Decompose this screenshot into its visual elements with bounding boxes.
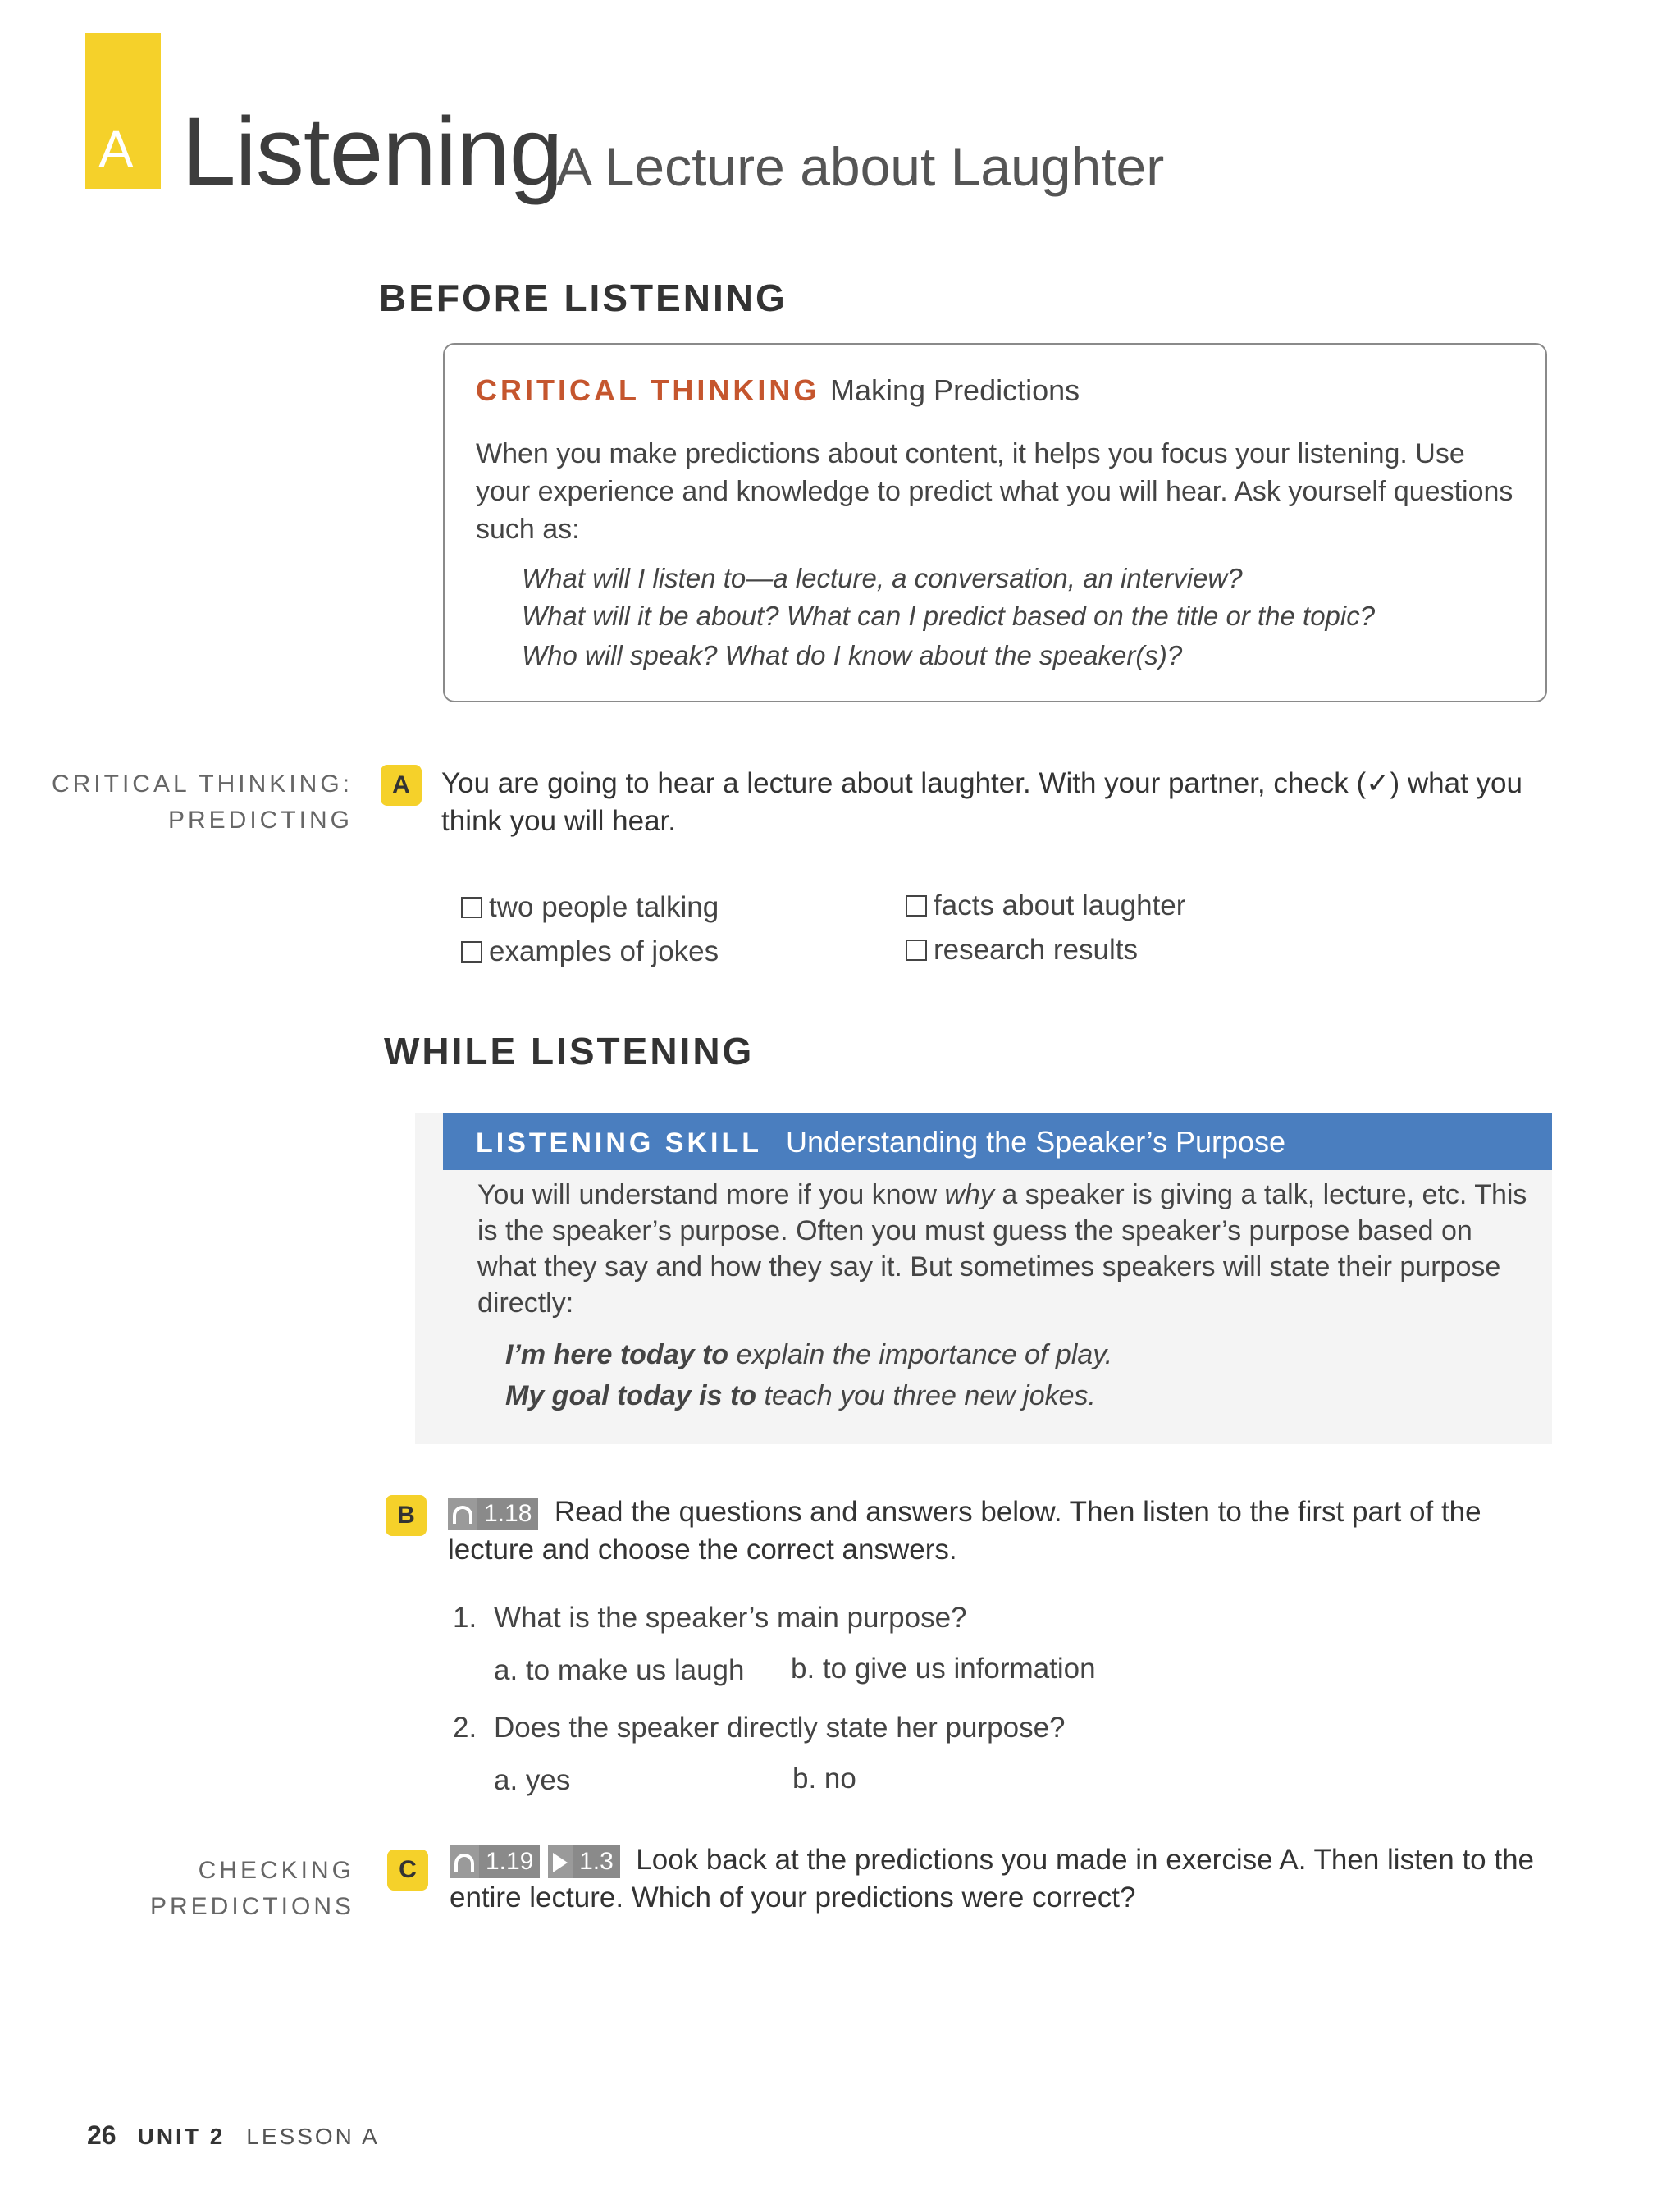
exercise-b-badge: B bbox=[386, 1495, 427, 1536]
example-lead: My goal today is to bbox=[505, 1380, 757, 1411]
option-examples-of-jokes[interactable] bbox=[461, 937, 719, 966]
margin-label-line: CHECKING bbox=[198, 1857, 354, 1884]
listening-skill-example bbox=[505, 1341, 1112, 1369]
body-text: a speaker is giving a talk, lecture, etc. This is the speaker’s purpose. Often you must guess the speaker’s purpose based on what they say and how they say it. But sometimes speakers will state their purpose directly: bbox=[477, 1179, 1527, 1319]
option-facts-about-laughter[interactable] bbox=[906, 891, 1185, 920]
listening-skill-label: LISTENING SKILL bbox=[476, 1127, 762, 1159]
example-rest: teach you three new jokes. bbox=[756, 1380, 1096, 1411]
footer-unit: UNIT 2 bbox=[137, 2124, 226, 2149]
audio-track-label: 1.18 bbox=[477, 1498, 538, 1530]
answer-option[interactable]: b. to give us information bbox=[791, 1653, 1096, 1685]
video-track-label: 1.3 bbox=[573, 1845, 620, 1878]
listening-skill-subtitle: Understanding the Speaker’s Purpose bbox=[786, 1125, 1286, 1159]
while-listening-heading: WHILE LISTENING bbox=[384, 1030, 755, 1072]
option-research-results[interactable] bbox=[906, 935, 1138, 964]
checkbox[interactable] bbox=[461, 941, 482, 963]
instruction-text: Look back at the predictions you made in exercise A. Then listen to the entire lecture. Which of your predictions were correct? bbox=[450, 1844, 1535, 1914]
margin-label-line: PREDICTIONS bbox=[149, 1893, 354, 1920]
option-label: two people talking bbox=[489, 891, 719, 923]
critical-thinking-body: When you make predictions about content, it helps you focus your listening. Use your experience and knowledge to predict what you will hear. Ask yourself questions such as: bbox=[476, 438, 1513, 545]
body-emphasis: why bbox=[944, 1179, 994, 1210]
exercise-c-badge: C bbox=[387, 1850, 428, 1891]
page-title: Listening bbox=[182, 98, 563, 206]
example-rest: explain the importance of play. bbox=[728, 1339, 1113, 1370]
exercise-c-margin-label bbox=[33, 1853, 354, 1925]
margin-label-line: CRITICAL THINKING: bbox=[51, 770, 353, 798]
option-label: examples of jokes bbox=[489, 935, 719, 967]
option-two-people-talking[interactable] bbox=[461, 893, 719, 921]
exercise-b-instruction bbox=[448, 1493, 1531, 1569]
question-number: 1. bbox=[453, 1602, 477, 1634]
audio-button[interactable] bbox=[450, 1845, 479, 1878]
body-text: You will understand more if you know bbox=[477, 1179, 945, 1210]
before-listening-heading: BEFORE LISTENING bbox=[379, 277, 788, 319]
critical-thinking-subtitle: Making Predictions bbox=[830, 373, 1080, 407]
critical-thinking-question: Who will speak? What do I know about the speaker(s)? bbox=[522, 640, 1183, 670]
checkbox[interactable] bbox=[906, 940, 927, 961]
page-number: 26 bbox=[87, 2120, 116, 2150]
example-lead: I’m here today to bbox=[505, 1339, 729, 1370]
page-subtitle: A Lecture about Laughter bbox=[556, 136, 1165, 197]
question-number: 2. bbox=[453, 1712, 477, 1744]
option-label: research results bbox=[934, 934, 1138, 966]
exercise-c-instruction bbox=[450, 1841, 1549, 1917]
checkbox[interactable] bbox=[906, 895, 927, 917]
listening-skill-body bbox=[477, 1177, 1527, 1321]
audio-track-label: 1.19 bbox=[479, 1845, 540, 1878]
answer-option[interactable]: a. to make us laugh bbox=[494, 1654, 745, 1686]
video-button[interactable] bbox=[548, 1845, 573, 1878]
headphone-icon bbox=[453, 1506, 472, 1524]
answer-option[interactable]: b. no bbox=[792, 1763, 856, 1795]
audio-button[interactable] bbox=[448, 1498, 477, 1530]
lesson-letter: A bbox=[98, 120, 134, 179]
instruction-text: Read the questions and answers below. Then listen to the first part of the lecture and choose the correct answers. bbox=[448, 1496, 1481, 1566]
critical-thinking-label: CRITICAL THINKING bbox=[476, 373, 820, 407]
exercise-a-instruction: You are going to hear a lecture about laughter. With your partner, check (✓) what you think you will hear. bbox=[441, 767, 1522, 837]
listening-skill-example bbox=[505, 1382, 1096, 1410]
footer-lesson: LESSON A bbox=[246, 2124, 380, 2149]
margin-label-line: PREDICTING bbox=[167, 807, 353, 834]
headphone-icon bbox=[454, 1854, 474, 1872]
question-text: Does the speaker directly state her purpose? bbox=[494, 1712, 1066, 1744]
critical-thinking-question: What will I listen to—a lecture, a conversation, an interview? bbox=[522, 563, 1243, 593]
exercise-a-badge: A bbox=[381, 765, 422, 806]
page-footer bbox=[87, 2122, 380, 2148]
checkbox[interactable] bbox=[461, 897, 482, 918]
question-text: What is the speaker’s main purpose? bbox=[494, 1602, 967, 1634]
exercise-a-margin-label bbox=[33, 766, 353, 839]
critical-thinking-question: What will it be about? What can I predict based on the title or the topic? bbox=[522, 601, 1376, 631]
answer-option[interactable]: a. yes bbox=[494, 1764, 571, 1796]
play-icon bbox=[553, 1853, 568, 1872]
option-label: facts about laughter bbox=[934, 889, 1186, 921]
